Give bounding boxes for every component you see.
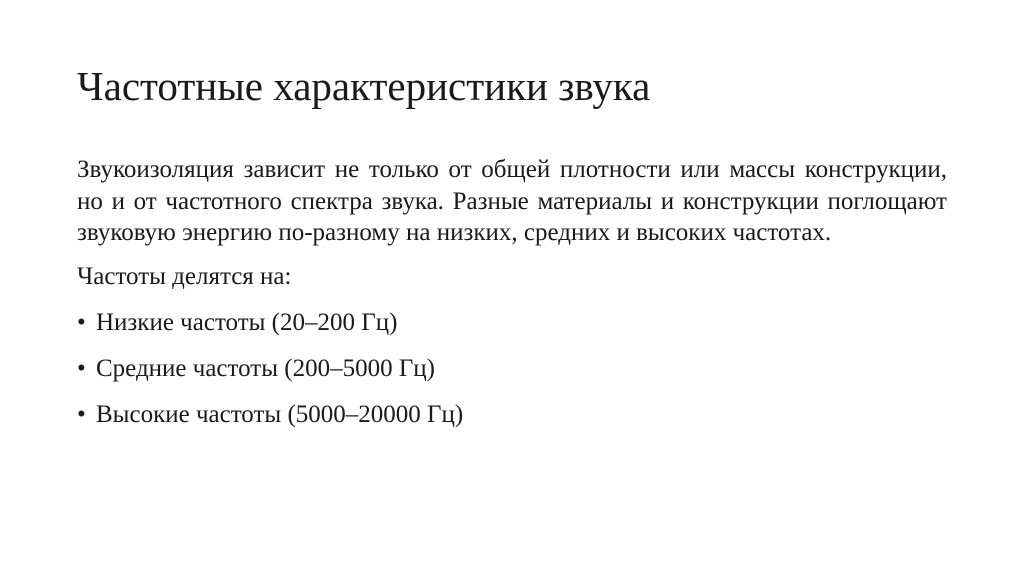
slide-title: Частотные характеристики звука	[77, 63, 651, 109]
bullet-icon: •	[77, 400, 86, 428]
list-item-label: Средние частоты (200–5000 Гц)	[96, 354, 436, 382]
frequency-intro: Частоты делятся на:	[77, 262, 292, 290]
list-item-label: Высокие частоты (5000–20000 Гц)	[96, 400, 464, 428]
list-item-label: Низкие частоты (20–200 Гц)	[96, 308, 398, 336]
list-item-mid-frequencies	[77, 353, 947, 385]
bullet-icon: •	[77, 354, 86, 382]
body-paragraph: Звукоизоляция зависит не только от общей плотности или массы конструкции, но и от частотного спектра звука. Разные материалы и конструкции поглощают звуковую энергию по-разному на низких, средних и высоких частотах.	[77, 156, 947, 246]
list-item-low-frequencies	[77, 307, 947, 339]
frequency-list	[77, 307, 947, 431]
list-item-high-frequencies	[77, 399, 947, 431]
bullet-icon: •	[77, 308, 86, 336]
slide-body	[77, 154, 947, 431]
